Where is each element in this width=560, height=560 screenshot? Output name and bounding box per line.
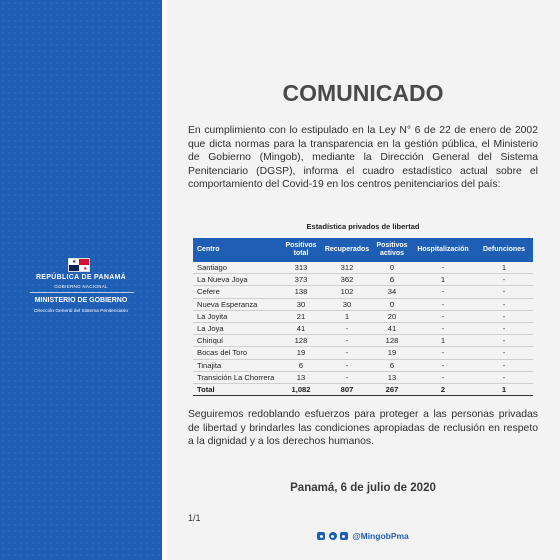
- table-header-row: [193, 238, 533, 262]
- table-cell: 20: [373, 310, 411, 322]
- table-total-row: [193, 384, 533, 396]
- table-cell: 807: [321, 384, 373, 396]
- header-centro: Centro: [193, 238, 281, 262]
- header-positivos-total: Positivos total: [281, 238, 321, 262]
- table-cell: 34: [373, 286, 411, 298]
- table-cell: 1: [411, 335, 475, 347]
- table-cell: -: [475, 359, 533, 371]
- directorate-name: Dirección General del Sistema Penitenciario: [34, 309, 128, 314]
- instagram-icon[interactable]: [329, 532, 337, 540]
- table-cell: -: [321, 323, 373, 335]
- table-cell: 6: [373, 359, 411, 371]
- table-cell: -: [321, 335, 373, 347]
- ministry-name: MINISTERIO DE GOBIERNO: [34, 297, 128, 304]
- table-cell: 267: [373, 384, 411, 396]
- table-cell: Transición La Chorrera: [193, 371, 281, 383]
- country-name: REPÚBLICA DE PANAMÁ: [35, 274, 127, 281]
- table-cell: 19: [281, 347, 321, 359]
- table-cell: Santiago: [193, 262, 281, 274]
- government-label: GOBIERNO NACIONAL: [54, 284, 108, 289]
- table-cell: -: [321, 347, 373, 359]
- table-row: [193, 335, 533, 347]
- table-row: [193, 298, 533, 310]
- twitter-icon[interactable]: [340, 532, 348, 540]
- table-row: [193, 310, 533, 322]
- table-row: [193, 347, 533, 359]
- table-cell: 313: [281, 262, 321, 274]
- table-cell: -: [411, 310, 475, 322]
- table-cell: 362: [321, 274, 373, 286]
- table-cell: 6: [281, 359, 321, 371]
- facebook-icon[interactable]: [317, 532, 325, 540]
- table-cell: Cefere: [193, 286, 281, 298]
- table-cell: 30: [281, 298, 321, 310]
- table-cell: 1: [475, 384, 533, 396]
- table-cell: -: [475, 310, 533, 322]
- table-cell: 2: [411, 384, 475, 396]
- table-cell: -: [321, 359, 373, 371]
- panama-flag-icon: ★ ★: [68, 258, 90, 272]
- table-cell: 21: [281, 310, 321, 322]
- table-cell: 6: [373, 274, 411, 286]
- table-cell: La Nueva Joya: [193, 274, 281, 286]
- table-cell: -: [411, 359, 475, 371]
- table-row: [193, 371, 533, 383]
- table-cell: -: [411, 371, 475, 383]
- social-handle[interactable]: @MingobPma: [352, 531, 409, 541]
- table-cell: 1,082: [281, 384, 321, 396]
- closing-paragraph: Seguiremos redoblando esfuerzos para proteger a las personas privadas de libertad y brindarles las condiciones apropiadas de reclusión en respeto a la dignidad y a los derechos humanos.: [188, 409, 538, 448]
- table-row: [193, 274, 533, 286]
- table-cell: -: [411, 347, 475, 359]
- table-cell: -: [411, 323, 475, 335]
- table-cell: 128: [373, 335, 411, 347]
- page-number: 1/1: [188, 513, 201, 523]
- table-cell: -: [475, 335, 533, 347]
- table-cell: Total: [193, 384, 281, 396]
- table-cell: Nueva Esperanza: [193, 298, 281, 310]
- date-line: Panamá, 6 de julio de 2020: [290, 482, 436, 494]
- table-cell: 102: [321, 286, 373, 298]
- table-cell: 373: [281, 274, 321, 286]
- table-row: [193, 262, 533, 274]
- table-cell: La Joyita: [193, 310, 281, 322]
- table-cell: 1: [321, 310, 373, 322]
- social-footer: [166, 531, 560, 541]
- table-row: [193, 323, 533, 335]
- table-cell: La Joya: [193, 323, 281, 335]
- table-cell: Tinajita: [193, 359, 281, 371]
- table-title: Estadística privados de libertad: [306, 222, 420, 231]
- table-cell: 138: [281, 286, 321, 298]
- table-cell: 13: [373, 371, 411, 383]
- table-cell: 0: [373, 262, 411, 274]
- header-recuperados: Recuperados: [321, 238, 373, 262]
- table-cell: -: [475, 371, 533, 383]
- statistics-table: [193, 238, 533, 396]
- table-cell: 41: [373, 323, 411, 335]
- table-cell: -: [475, 347, 533, 359]
- table-row: [193, 359, 533, 371]
- table-cell: 1: [411, 274, 475, 286]
- table-cell: -: [321, 371, 373, 383]
- table-cell: -: [475, 298, 533, 310]
- table-cell: -: [475, 286, 533, 298]
- table-row: [193, 286, 533, 298]
- table-cell: Chiriquí: [193, 335, 281, 347]
- header-defunciones: Defunciones: [475, 238, 533, 262]
- sidebar-rule: [30, 292, 134, 293]
- intro-paragraph: En cumplimiento con lo estipulado en la Ley N° 6 de 22 de enero de 2002 que dicta normas para la transparencia en la gestión pública, el Ministerio de Gobierno (Mingob), mediante la Dirección General del Sistema Penitenciario (DGSP), informa el cuadro estadístico actual sobre el comportamiento del Covid-19 en los centros penitenciarios del país:: [188, 125, 538, 191]
- header-positivos-activos: Positivos activos: [373, 238, 411, 262]
- table-cell: -: [411, 286, 475, 298]
- table-cell: 30: [321, 298, 373, 310]
- table-cell: 0: [373, 298, 411, 310]
- table-cell: Bocas del Toro: [193, 347, 281, 359]
- table-cell: 312: [321, 262, 373, 274]
- table-cell: -: [411, 262, 475, 274]
- page-title: COMUNICADO: [282, 80, 444, 106]
- table-cell: 13: [281, 371, 321, 383]
- table-cell: 19: [373, 347, 411, 359]
- table-cell: -: [475, 274, 533, 286]
- table-cell: -: [411, 298, 475, 310]
- table-cell: 41: [281, 323, 321, 335]
- table-cell: 1: [475, 262, 533, 274]
- header-hospitalizacion: Hospitalización: [411, 238, 475, 262]
- table-cell: -: [475, 323, 533, 335]
- table-cell: 128: [281, 335, 321, 347]
